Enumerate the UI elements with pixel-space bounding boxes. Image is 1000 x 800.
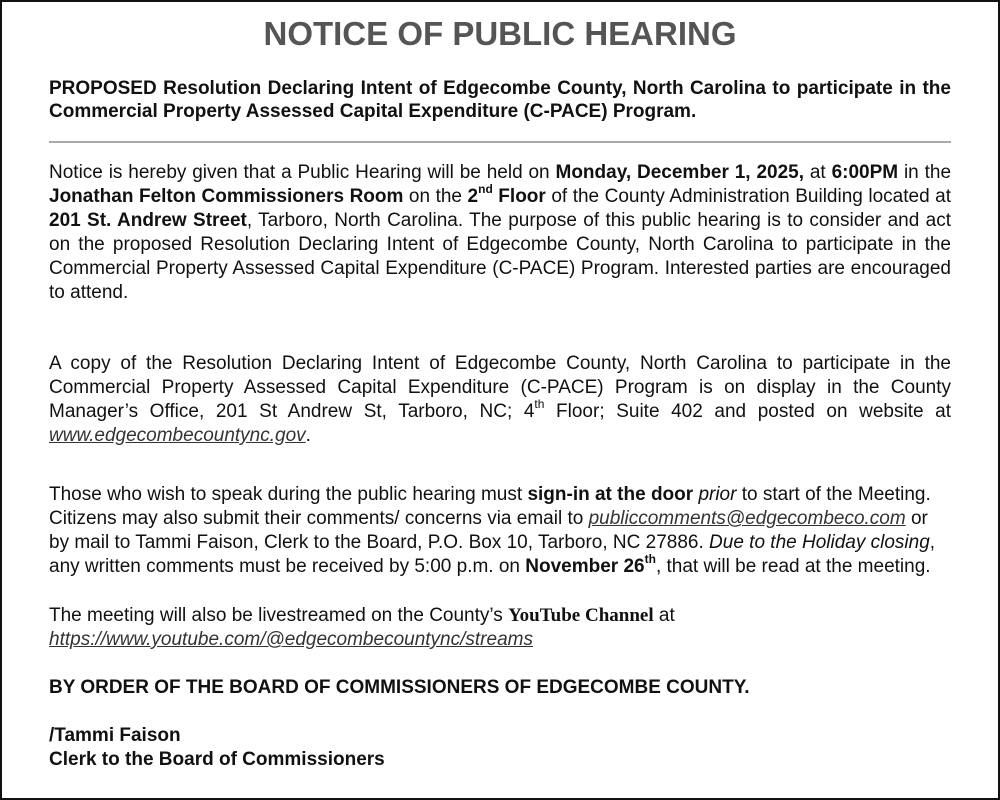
text: , any written comments must be received by 5:00 p.m. on <box>49 532 936 577</box>
text: at <box>653 605 675 626</box>
text: at <box>804 162 832 183</box>
text: in the <box>898 162 952 183</box>
comment-deadline <box>525 551 656 577</box>
county-website-link[interactable]: www.edgecombecountync.gov <box>49 425 306 446</box>
text: to start of the Meeting. Citizens may also submit their comments/ concerns via email to <box>49 484 931 529</box>
floor-suffix: nd <box>478 181 493 196</box>
text: Those who wish to speak during the public hearing must <box>49 484 528 505</box>
signature-name: /Tammi Faison <box>49 725 181 746</box>
deadline-date: November 26 <box>525 556 645 577</box>
floor-number: 2 <box>467 186 479 207</box>
text: on the <box>403 186 468 207</box>
hearing-details-paragraph <box>49 161 951 305</box>
hearing-time: 6:00PM <box>831 162 899 183</box>
board-order-line: BY ORDER OF THE BOARD OF COMMISSIONERS OF EDGECOMBE COUNTY. <box>49 677 750 698</box>
floor-suffix: th <box>534 396 545 411</box>
text: Notice is hereby given that a Public Hearing will be held on <box>49 162 556 183</box>
holiday-note: Due to the Holiday closing <box>709 532 930 553</box>
text: A copy of the Resolution Declaring Intent of Edgecombe County, North Carolina to participate in the Commercial Property Assessed Capital Expenditure (C-PACE) Program is on display in the County Manager’s Office, 201 St Andrew St, Tarboro, NC; 4 <box>49 353 951 422</box>
text: , that will be read at the meeting. <box>655 556 931 577</box>
sign-in-note: sign-in at the door <box>527 484 694 505</box>
floor-word: Floor <box>492 186 546 207</box>
comments-email-link[interactable]: publiccomments@edgecombeco.com <box>588 508 906 529</box>
text: The meeting will also be livestreamed on the County’s <box>49 605 509 626</box>
notice-title: NOTICE OF PUBLIC HEARING <box>263 15 737 52</box>
deadline-suffix: th <box>644 551 656 566</box>
livestream-paragraph <box>49 604 951 652</box>
youtube-streams-link[interactable]: https://www.youtube.com/@edgecombecountync/streams <box>49 629 533 650</box>
hearing-room: Jonathan Felton Commissioners Room <box>49 186 404 207</box>
resolution-copy-paragraph <box>49 352 951 448</box>
signature-block <box>49 724 951 772</box>
text: of the County Administration Building located at <box>545 186 952 207</box>
signature-role: Clerk to the Board of Commissioners <box>49 749 385 770</box>
text: . <box>305 425 311 446</box>
comments-paragraph <box>49 483 951 579</box>
text: Floor; Suite 402 and posted on website at <box>544 401 952 422</box>
hearing-street: 201 St. Andrew Street <box>49 210 247 231</box>
divider-rule <box>49 141 951 143</box>
text: or by mail to Tammi Faison, Clerk to the Board, P.O. Box 10, Tarboro, NC 27886. <box>49 508 928 553</box>
hearing-floor <box>467 181 546 207</box>
hearing-date: Monday, December 1, 2025, <box>555 162 804 183</box>
youtube-channel-label: YouTube Channel <box>508 605 654 626</box>
notice-subtitle: PROPOSED Resolution Declaring Intent of Edgecombe County, North Carolina to participate in the Commercial Property Assessed Capital Expenditure (C-PACE) Program. <box>49 78 951 122</box>
prior-note: prior <box>698 484 737 505</box>
text: , Tarboro, North Carolina. The purpose of this public hearing is to consider and act on the proposed Resolution Declaring Intent of Edgecombe County, North Carolina to participate in the Commercial Property Assessed Capital Expenditure (C-PACE) Program. Interested parties are encouraged to attend. <box>49 210 951 303</box>
